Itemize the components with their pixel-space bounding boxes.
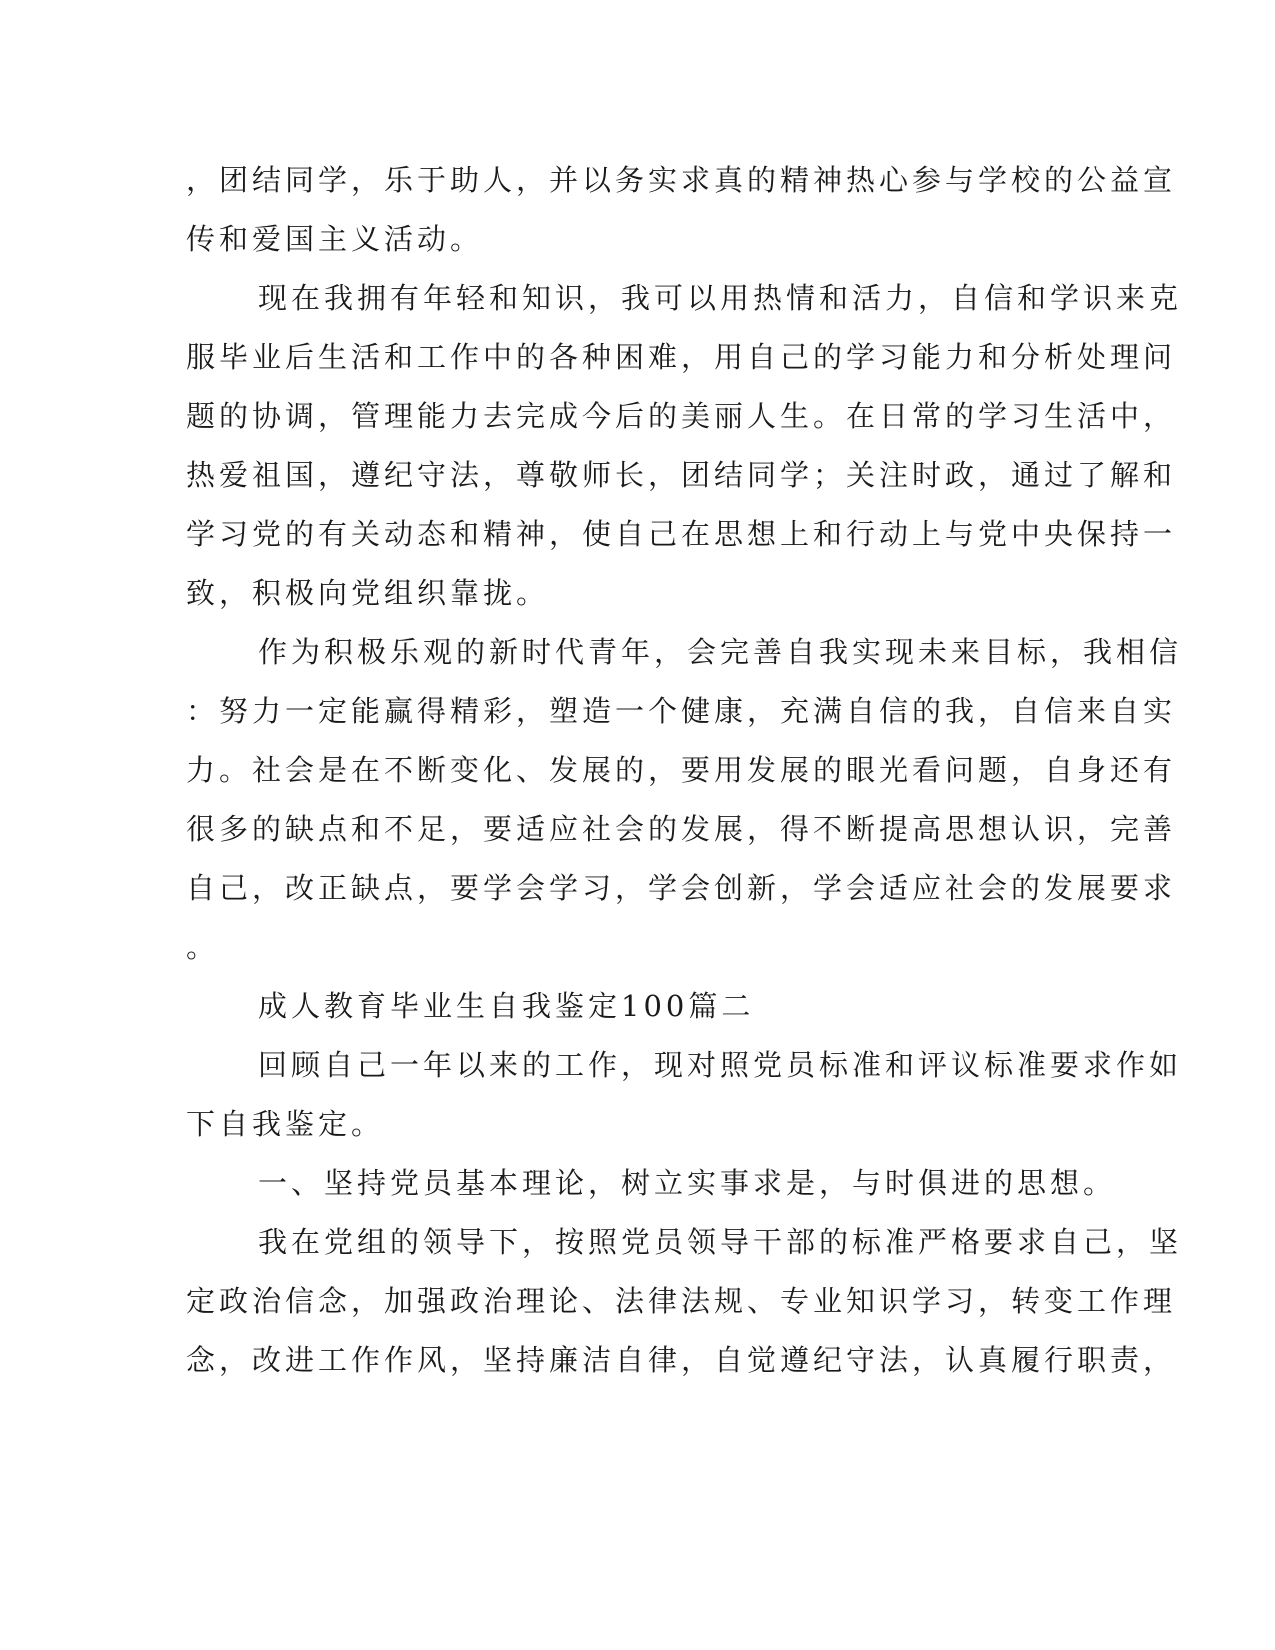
text-line: 传和爱国主义活动。 <box>186 222 484 256</box>
text-line: 。 <box>186 930 220 964</box>
text-line: ，团结同学，乐于助人，并以务实求真的精神热心参与学校的公益宣 <box>186 163 1177 197</box>
text-line: 下自我鉴定。 <box>186 1107 385 1141</box>
paragraph-start: 作为积极乐观的新时代青年，会完善自我实现未来目标，我相信 <box>258 635 1183 669</box>
paragraph-start: 我在党组的领导下，按照党员领导干部的标准严格要求自己，坚 <box>258 1225 1183 1259</box>
text-line: 很多的缺点和不足，要适应社会的发展，得不断提高思想认识，完善 <box>186 812 1177 846</box>
text-line: ：努力一定能赢得精彩，塑造一个健康，充满自信的我，自信来自实 <box>186 694 1177 728</box>
text-line: 致，积极向党组织靠拢。 <box>186 576 550 610</box>
text-line: 学习党的有关动态和精神，使自己在思想上和行动上与党中央保持一 <box>186 517 1177 551</box>
text-line: 力。社会是在不断变化、发展的，要用发展的眼光看问题，自身还有 <box>186 753 1177 787</box>
paragraph-start: 回顾自己一年以来的工作，现对照党员标准和评议标准要求作如 <box>258 1048 1183 1082</box>
text-line: 定政治信念，加强政治理论、法律法规、专业知识学习，转变工作理 <box>186 1284 1177 1318</box>
text-line: 服毕业后生活和工作中的各种困难，用自己的学习能力和分析处理问 <box>186 340 1177 374</box>
text-line: 自己，改正缺点，要学会学习，学会创新，学会适应社会的发展要求 <box>186 871 1177 905</box>
section-heading: 成人教育毕业生自我鉴定100篇二 <box>258 989 755 1023</box>
subheading: 一、坚持党员基本理论，树立实事求是，与时俱进的思想。 <box>258 1166 1117 1200</box>
paragraph-start: 现在我拥有年轻和知识，我可以用热情和活力，自信和学识来克 <box>258 281 1183 315</box>
text-line: 念，改进工作作风，坚持廉洁自律，自觉遵纪守法，认真履行职责， <box>186 1343 1177 1377</box>
text-line: 热爱祖国，遵纪守法，尊敬师长，团结同学；关注时政，通过了解和 <box>186 458 1177 492</box>
text-line: 题的协调，管理能力去完成今后的美丽人生。在日常的学习生活中， <box>186 399 1177 433</box>
